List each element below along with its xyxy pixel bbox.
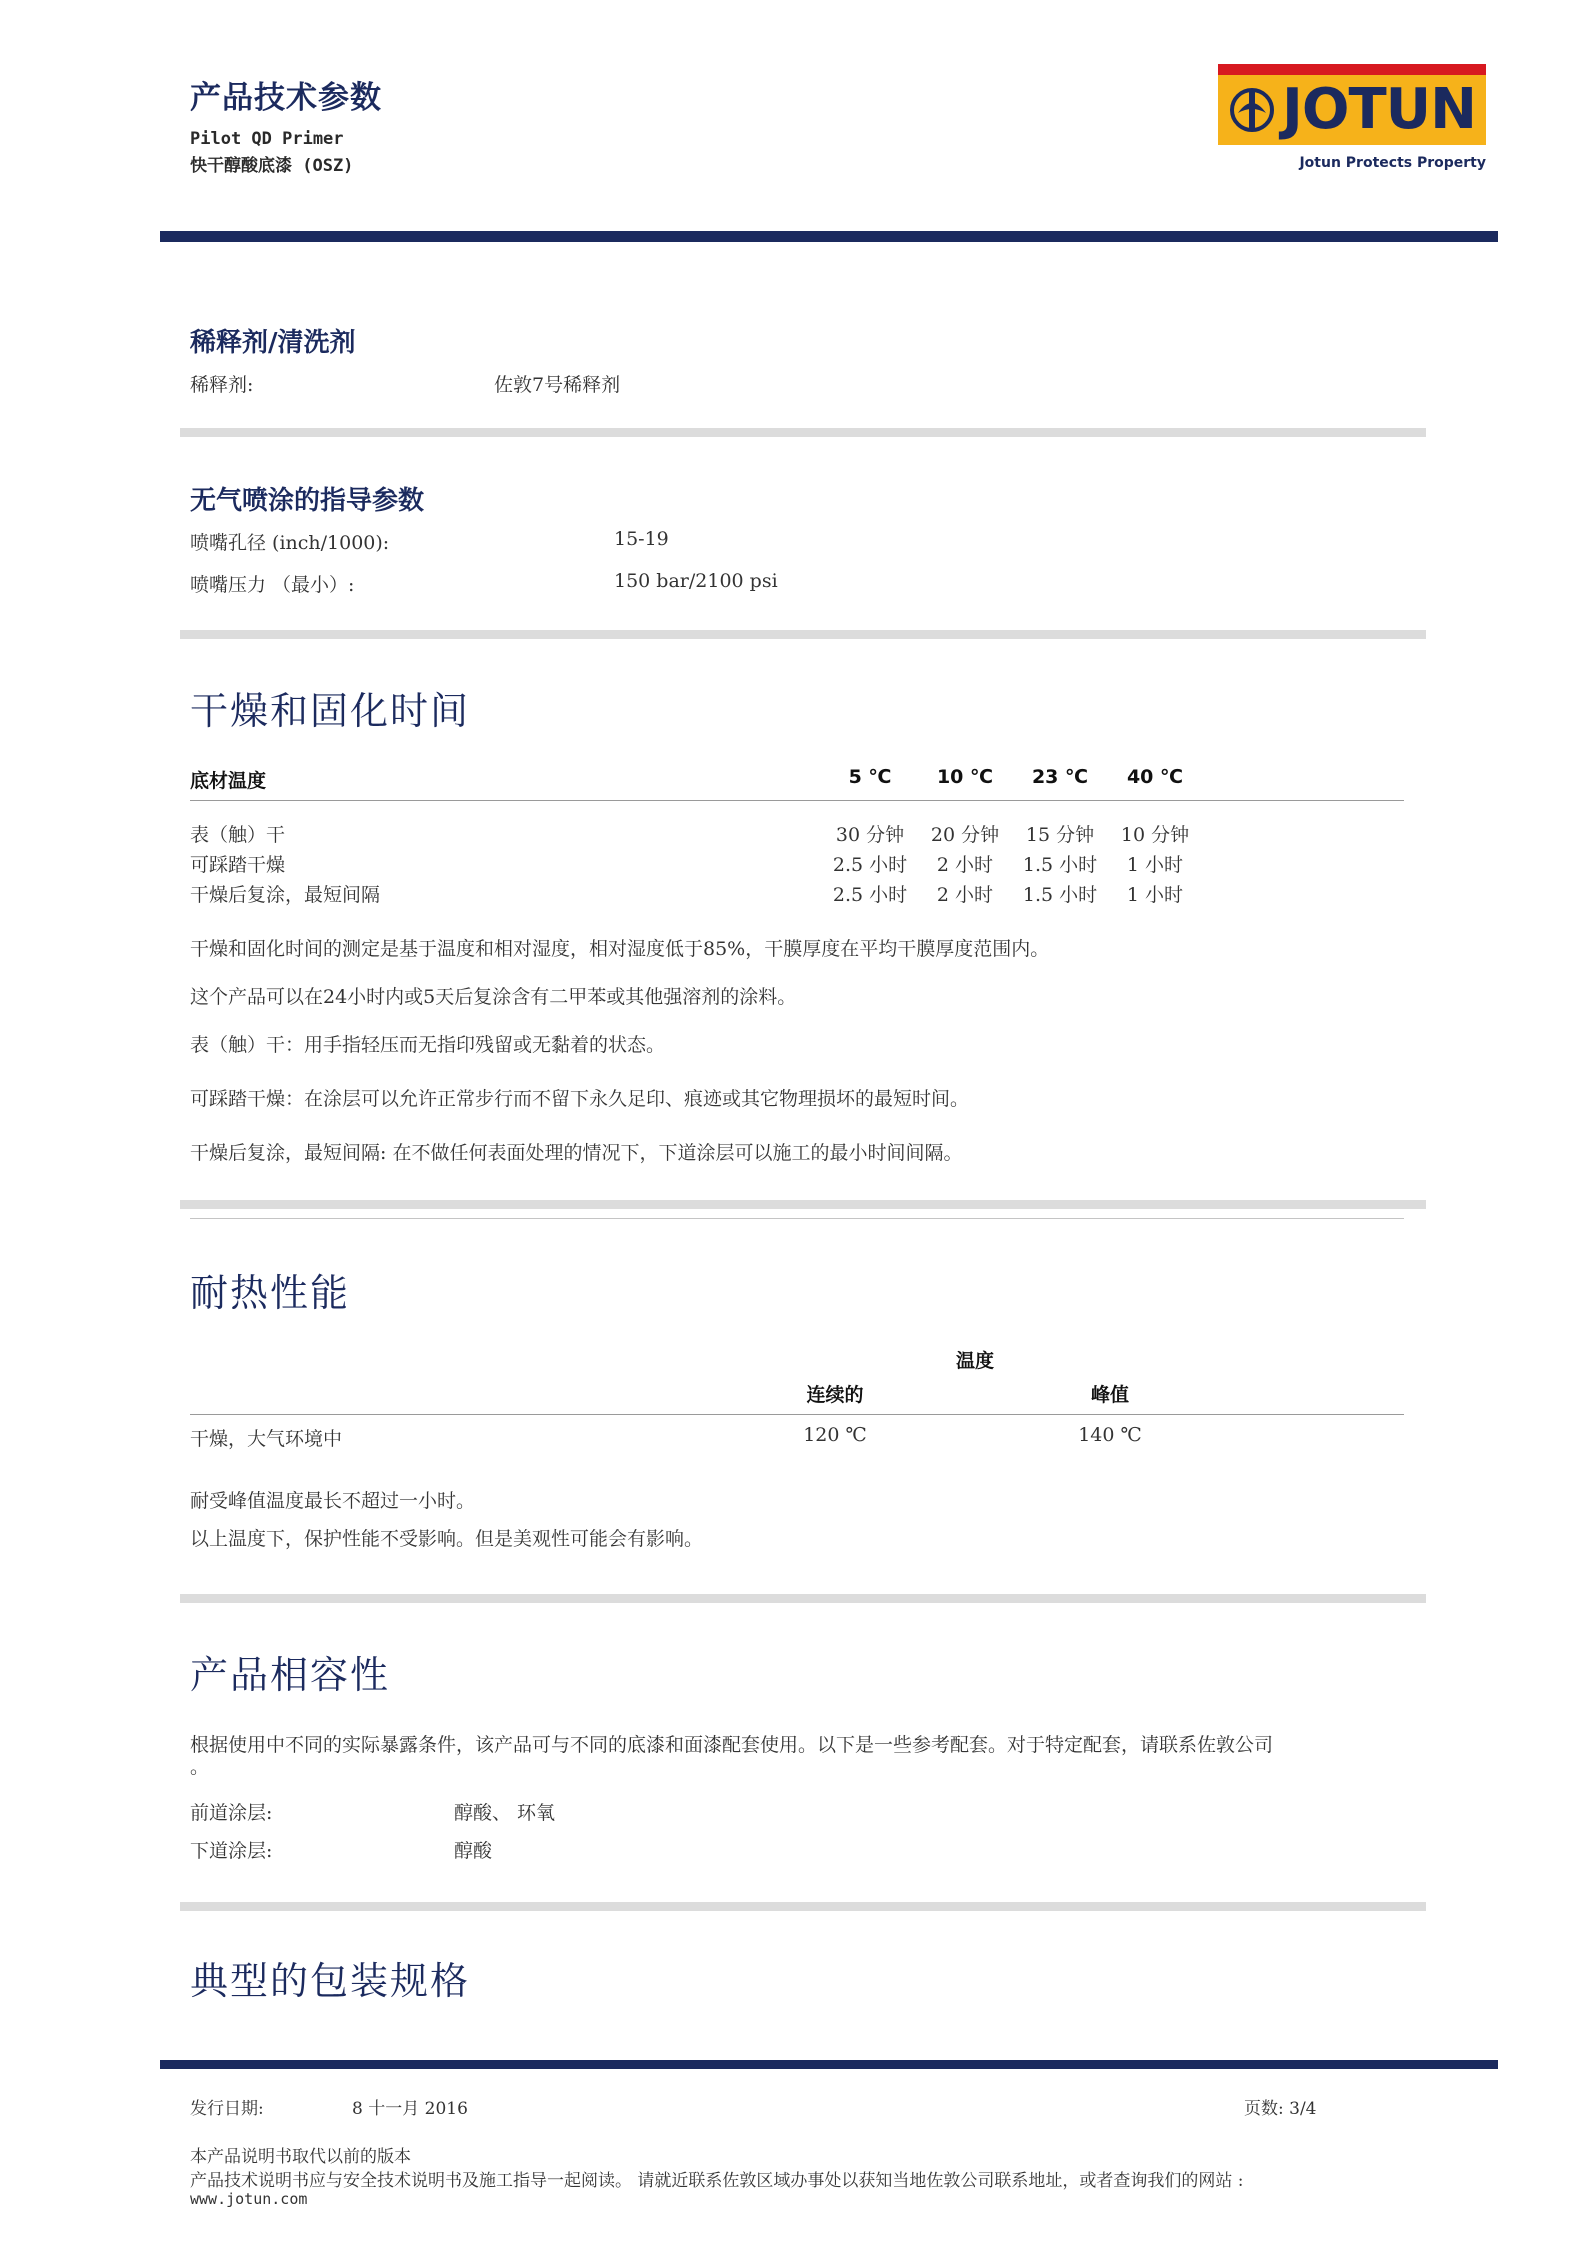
prior-coat-label: 前道涂层: — [190, 1802, 273, 1824]
continuous-value: 120 ℃ — [803, 1424, 867, 1446]
peak-value: 140 ℃ — [1078, 1424, 1142, 1446]
section-divider — [180, 630, 1426, 639]
drying-note: 表（触）干：用手指轻压而无指印残留或无黏着的状态。 — [190, 1034, 666, 1056]
footer-website: www.jotun.com — [190, 2190, 308, 2208]
drying-row-label: 可踩踏干燥 — [190, 854, 286, 876]
nozzle-pressure-value: 150 bar/2100 psi — [614, 570, 778, 592]
logo-tagline: Jotun Protects Property — [1299, 155, 1486, 171]
drying-note: 干燥和固化时间的测定是基于温度和相对湿度，相对湿度低于85%，干膜厚度在平均干膜厚度范围内。 — [190, 938, 1050, 960]
airless-heading: 无气喷涂的指导参数 — [190, 486, 425, 516]
temp-col-23: 23 ℃ — [1031, 766, 1089, 788]
heat-heading: 耐热性能 — [190, 1271, 351, 1315]
logo-yellow-block — [1218, 75, 1486, 145]
thinner-label: 稀释剂: — [190, 374, 254, 396]
temp-col-10: 10 ℃ — [936, 766, 994, 788]
footer-divider — [160, 2060, 1498, 2069]
drying-row-label: 干燥后复涂，最短间隔 — [190, 884, 381, 906]
substrate-temp-label: 底材温度 — [190, 770, 267, 792]
heat-row-label: 干燥，大气环境中 — [190, 1428, 343, 1450]
section-divider — [180, 1902, 1426, 1911]
jotun-logo — [1218, 64, 1486, 171]
product-name: Pilot QD Primer — [190, 129, 344, 149]
thin-divider — [190, 1218, 1404, 1219]
heat-note: 以上温度下，保护性能不受影响。但是美观性可能会有影响。 — [190, 1528, 704, 1550]
drying-cell: 20 分钟 — [930, 824, 1000, 846]
jotun-whale-icon — [1228, 83, 1276, 137]
table-header-rule — [190, 800, 1404, 801]
drying-cell: 2.5 小时 — [832, 884, 908, 906]
issue-date-label: 发行日期: — [190, 2099, 264, 2119]
heat-note: 耐受峰值温度最长不超过一小时。 — [190, 1490, 476, 1512]
drying-note: 可踩踏干燥：在涂层可以允许正常步行而不留下永久足印、痕迹或其它物理损坏的最短时间。 — [190, 1088, 970, 1110]
nozzle-pressure-label: 喷嘴压力 （最小）: — [190, 574, 355, 596]
continuous-col-label: 连续的 — [806, 1384, 864, 1406]
logo-red-stripe — [1218, 64, 1486, 75]
drying-cell: 30 分钟 — [835, 824, 905, 846]
drying-note: 这个产品可以在24小时内或5天后复涂含有二甲苯或其他强溶剂的涂料。 — [190, 986, 797, 1008]
drying-cell: 2 小时 — [936, 854, 994, 876]
issue-date-value: 8 十一月 2016 — [352, 2099, 468, 2119]
drying-cell: 1 小时 — [1126, 854, 1184, 876]
section-divider — [180, 1200, 1426, 1209]
nozzle-tip-value: 15-19 — [614, 528, 669, 550]
drying-heading: 干燥和固化时间 — [190, 689, 471, 733]
packaging-heading: 典型的包装规格 — [190, 1959, 471, 2003]
drying-cell: 10 分钟 — [1120, 824, 1190, 846]
compat-intro: 根据使用中不同的实际暴露条件，该产品可与不同的底漆和面漆配套使用。以下是一些参考配套。对于特定配套，请联系佐敦公司 — [190, 1734, 1274, 1756]
document-title: 产品技术参数 — [190, 80, 382, 116]
drying-cell: 1 小时 — [1126, 884, 1184, 906]
page-number: 页数: 3/4 — [1244, 2099, 1317, 2119]
drying-cell: 1.5 小时 — [1022, 884, 1098, 906]
logo-wordmark: JOTUN — [1282, 77, 1476, 142]
section-divider — [180, 1594, 1426, 1603]
footer-supersedes: 本产品说明书取代以前的版本 — [190, 2147, 411, 2167]
nozzle-tip-label: 喷嘴孔径 (inch/1000): — [190, 532, 390, 554]
compat-heading: 产品相容性 — [190, 1653, 391, 1697]
subsequent-coat-value: 醇酸 — [454, 1840, 493, 1862]
drying-cell: 1.5 小时 — [1022, 854, 1098, 876]
header-divider — [160, 231, 1498, 242]
prior-coat-value: 醇酸、 环氧 — [454, 1802, 556, 1824]
product-subtitle: 快干醇酸底漆 (OSZ) — [190, 156, 354, 176]
temperature-group-label: 温度 — [955, 1350, 994, 1372]
drying-row-label: 表（触）干 — [190, 824, 286, 846]
drying-cell: 15 分钟 — [1025, 824, 1095, 846]
section-divider — [180, 428, 1426, 437]
peak-col-label: 峰值 — [1090, 1384, 1129, 1406]
temp-col-5: 5 ℃ — [848, 766, 892, 788]
heat-table-rule — [190, 1414, 1404, 1415]
temp-col-40: 40 ℃ — [1126, 766, 1184, 788]
compat-intro-end: 。 — [190, 1756, 210, 1778]
subsequent-coat-label: 下道涂层: — [190, 1840, 273, 1862]
footer-notice: 产品技术说明书应与安全技术说明书及施工指导一起阅读。 请就近联系佐敦区域办事处以获知当地佐敦公司联系地址，或者查询我们的网站 : — [190, 2171, 1244, 2191]
drying-cell: 2.5 小时 — [832, 854, 908, 876]
drying-note: 干燥后复涂，最短间隔: 在不做任何表面处理的情况下，下道涂层可以施工的最小时间间隔。 — [190, 1142, 963, 1164]
thinner-heading: 稀释剂/清洗剂 — [190, 328, 356, 358]
thinner-value: 佐敦7号稀释剂 — [494, 374, 621, 396]
drying-cell: 2 小时 — [936, 884, 994, 906]
